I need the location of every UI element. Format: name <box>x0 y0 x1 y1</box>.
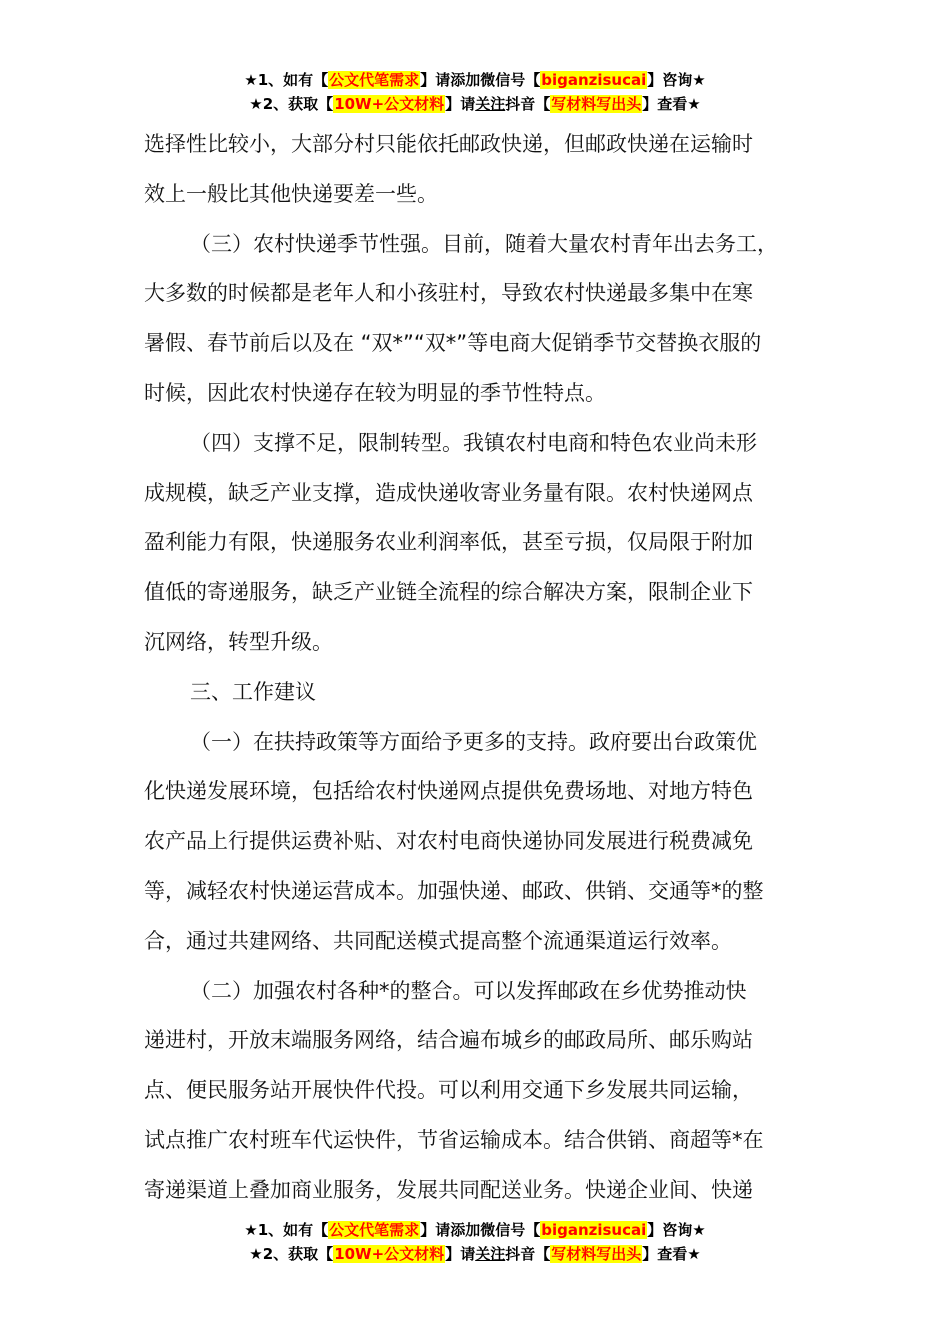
body-line: 选择性比较小，大部分村只能依托邮政快递，但邮政快递在运输时 <box>144 132 753 156</box>
bottom-promo-line-2-middle-2: 抖音【 <box>505 1245 551 1263</box>
paragraph-heading-1: （一）在扶持政策等方面给予更多的支持。政府要出台政策优 <box>190 729 757 754</box>
bottom-promo-line-1-suffix: 】咨询★ <box>647 1221 706 1239</box>
bottom-promo-line-2-suffix: 】查看★ <box>642 1245 701 1263</box>
bottom-promo-highlight-douyin: 写材料写出头 <box>551 1245 642 1263</box>
paragraph-heading-3: （三）农村快递季节性强。目前，随着大量农村青年出去务工， <box>190 231 778 256</box>
bottom-promo-highlight-ghostwriting: 公文代笔需求 <box>329 1221 420 1239</box>
body-line: 试点推广农村班车代运快件，节省运输成本。结合供销、商超等*在 <box>144 1127 764 1152</box>
top-promo-line-1-middle: 】请添加微信号【 <box>420 71 541 89</box>
section-heading-work-suggestions: 三、工作建议 <box>190 679 316 704</box>
top-promo-line-1 <box>0 68 950 92</box>
body-line: 等，减轻农村快递运营成本。加强快递、邮政、供销、交通等*的整 <box>144 878 764 903</box>
bottom-promo-highlight-materials: 10W+公文材料 <box>334 1245 445 1263</box>
top-promo-line-1-prefix: ★1、如有【 <box>244 71 329 89</box>
body-line: 递进村，开放末端服务网络，结合遍布城乡的邮政局所、邮乐购站 <box>144 1028 753 1053</box>
top-promo-highlight-douyin: 写材料写出头 <box>551 95 642 113</box>
body-line: 效上一般比其他快递要差一些。 <box>144 181 438 206</box>
document-body <box>144 120 824 1216</box>
bottom-promo-underlined-follow: 关注 <box>475 1245 506 1263</box>
paragraph-heading-4: （四）支撑不足，限制转型。我镇农村电商和特色农业尚未形 <box>190 430 757 455</box>
bottom-promo-line-2-middle: 】请 <box>445 1245 476 1263</box>
body-line: 值低的寄递服务，缺乏产业链全流程的综合解决方案，限制企业下 <box>144 580 753 605</box>
top-promo-highlight-materials: 10W+公文材料 <box>334 95 445 113</box>
bottom-promo-line-1-middle: 】请添加微信号【 <box>420 1221 541 1239</box>
body-line: 成规模，缺乏产业支撑，造成快递收寄业务量有限。农村快递网点 <box>144 480 753 505</box>
top-promo-banner <box>0 68 950 116</box>
bottom-promo-highlight-wechat-id: biganzisucai <box>541 1221 647 1239</box>
paragraph-heading-2: （二）加强农村各种*的整合。可以发挥邮政在乡优势推动快 <box>190 978 747 1003</box>
body-line: 化快递发展环境，包括给农村快递网点提供免费场地、对地方特色 <box>144 779 753 804</box>
body-line: 寄递渠道上叠加商业服务，发展共同配送业务。快递企业间、快递 <box>144 1177 753 1202</box>
top-promo-line-2-middle: 】请 <box>445 95 476 113</box>
body-line: 大多数的时候都是老年人和小孩驻村，导致农村快递最多集中在寒 <box>144 281 753 306</box>
body-line: 合，通过共建网络、共同配送模式提高整个流通渠道运行效率。 <box>144 928 732 953</box>
body-line: 农产品上行提供运费补贴、对农村电商快递协同发展进行税费减免 <box>144 829 753 854</box>
top-promo-line-2-prefix: ★2、获取【 <box>249 95 334 113</box>
top-promo-line-2 <box>0 92 950 116</box>
body-line: 暑假、春节前后以及在 “双*”“双*”等电商大促销季节交替换衣服的 <box>144 331 762 356</box>
top-promo-highlight-wechat-id: biganzisucai <box>541 71 647 89</box>
top-promo-underlined-follow: 关注 <box>475 95 506 113</box>
top-promo-line-2-suffix: 】查看★ <box>642 95 701 113</box>
bottom-promo-line-2-prefix: ★2、获取【 <box>249 1245 334 1263</box>
bottom-promo-line-2 <box>0 1242 950 1266</box>
body-line: 盈利能力有限，快递服务农业利润率低，甚至亏损，仅局限于附加 <box>144 530 753 555</box>
bottom-promo-line-1-prefix: ★1、如有【 <box>244 1221 329 1239</box>
bottom-promo-banner <box>0 1218 950 1266</box>
body-line: 沉网络，转型升级。 <box>144 629 333 654</box>
top-promo-line-1-suffix: 】咨询★ <box>647 71 706 89</box>
body-line: 时候，因此农村快递存在较为明显的季节性特点。 <box>144 380 606 405</box>
bottom-promo-line-1 <box>0 1218 950 1242</box>
top-promo-line-2-middle-2: 抖音【 <box>505 95 551 113</box>
top-promo-highlight-ghostwriting: 公文代笔需求 <box>329 71 420 89</box>
body-line: 点、便民服务站开展快件代投。可以利用交通下乡发展共同运输， <box>144 1078 753 1103</box>
